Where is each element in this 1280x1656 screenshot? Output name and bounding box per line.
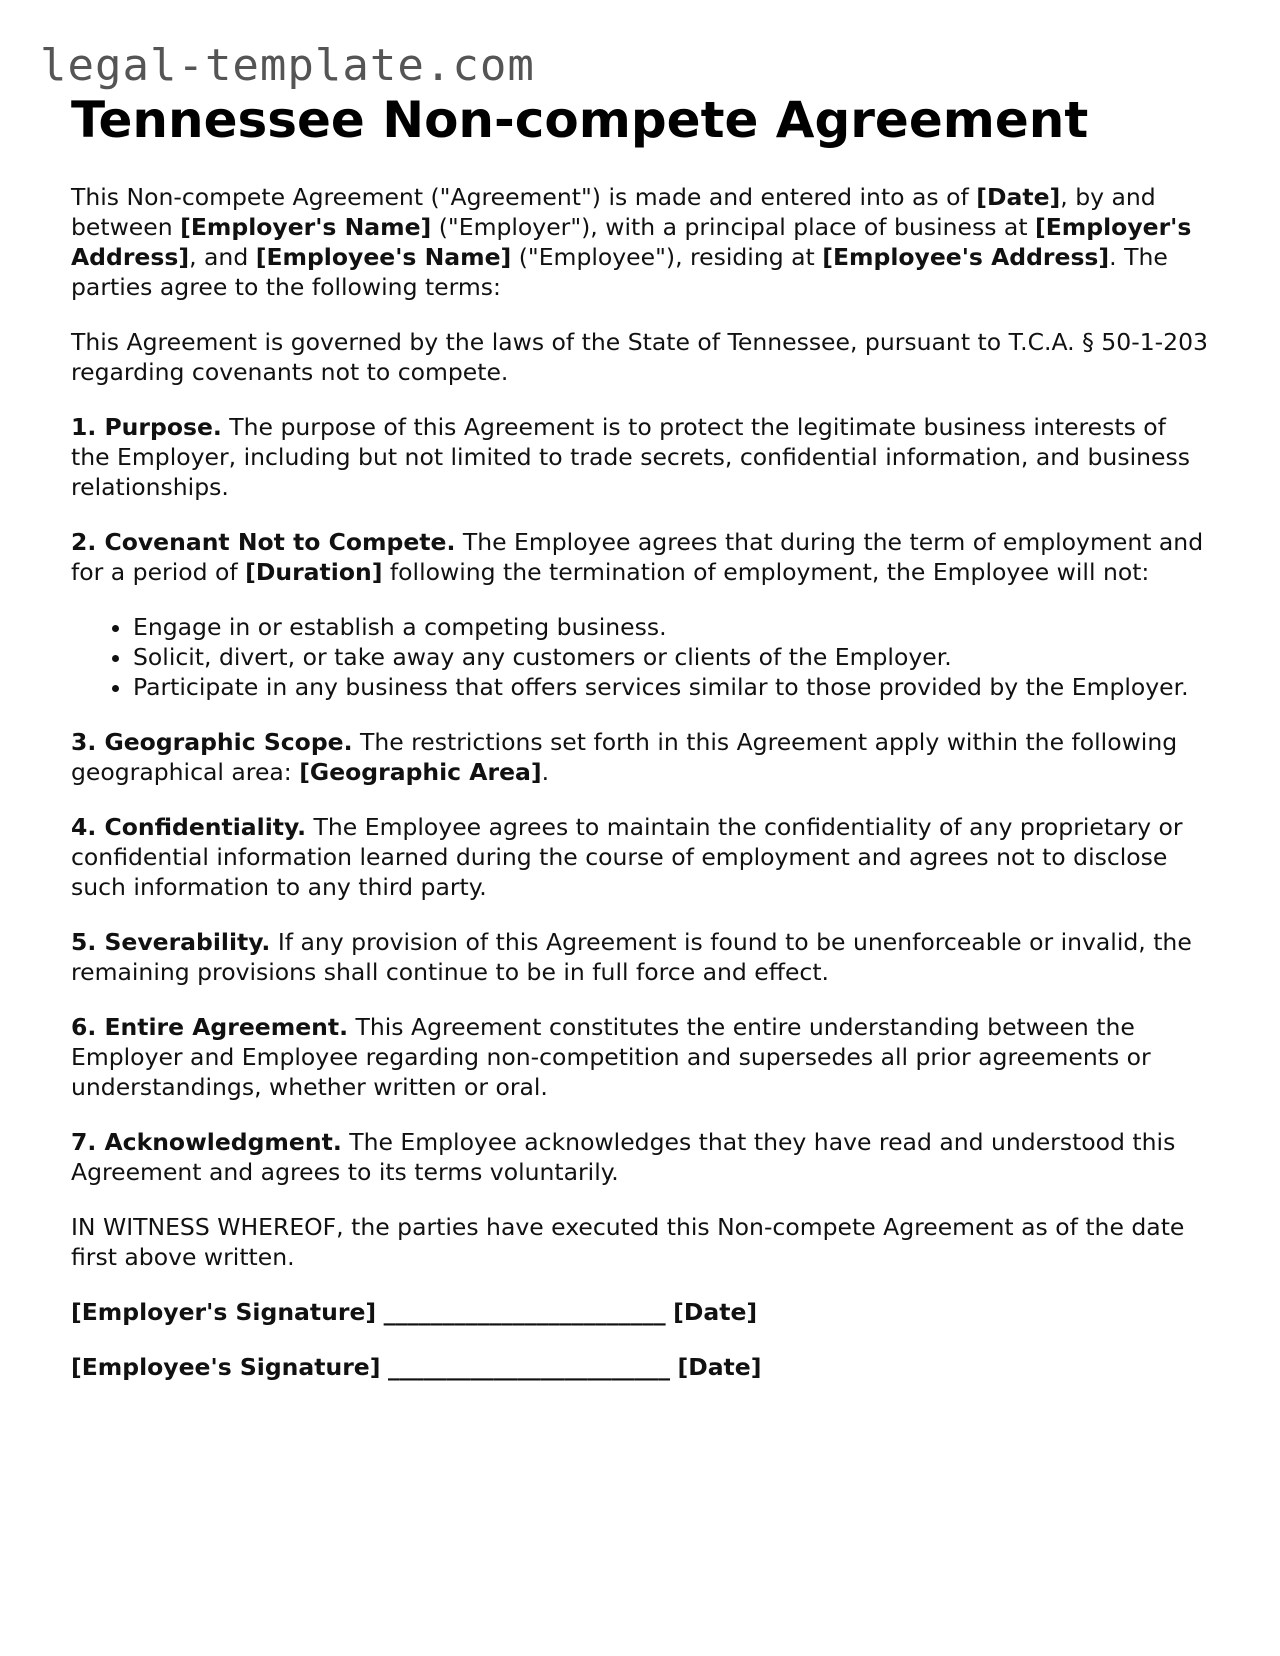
employee-address-placeholder: [Employee's Address] — [822, 243, 1110, 271]
witness-paragraph: IN WITNESS WHEREOF, the parties have executed this Non-compete Agreement as of the date first above written. — [71, 1213, 1185, 1271]
list-item: • Engage in or establish a competing business. — [133, 612, 1211, 642]
intro-paragraph — [71, 182, 1211, 302]
section-entire-agreement — [71, 1012, 1211, 1102]
section-heading: 4. Confidentiality. — [71, 813, 307, 841]
date-placeholder: [Date] — [976, 183, 1061, 211]
section-heading: 2. Covenant Not to Compete. — [71, 528, 456, 556]
watermark: legal-template.com — [40, 40, 535, 91]
employer-signature-label: [Employer's Signature] — [71, 1298, 377, 1326]
section-text: . — [541, 758, 550, 786]
section-text: The Employee agrees that during the term of employment and for a period of — [71, 528, 1204, 586]
employee-signature-line — [71, 1352, 1211, 1382]
signature-date-label: [Date] — [677, 1353, 762, 1381]
geographic-area-placeholder: [Geographic Area] — [299, 758, 542, 786]
section-confidentiality — [71, 812, 1211, 902]
section-text: following the termination of employment, the Employee will not: — [382, 558, 1150, 586]
section-acknowledgment — [71, 1127, 1211, 1187]
section-text: This Agreement constitutes the entire understanding between the Employer and Employee regarding non-competition and supersedes all prior agreements or understandings, whether written or oral. — [71, 1013, 1151, 1101]
intro-text: , and — [189, 243, 256, 271]
intro-text: ("Employee"), residing at — [511, 243, 823, 271]
section-heading: 3. Geographic Scope. — [71, 728, 353, 756]
list-item: • Participate in any business that offers services similar to those provided by the Employer. — [133, 672, 1211, 702]
covenant-list — [71, 612, 1211, 702]
list-item: • Solicit, divert, or take away any customers or clients of the Employer. — [133, 642, 1211, 672]
section-heading: 5. Severability. — [71, 928, 271, 956]
section-heading: 6. Entire Agreement. — [71, 1013, 349, 1041]
employer-signature-line — [71, 1297, 1211, 1327]
section-text: If any provision of this Agreement is found to be unenforceable or invalid, the remaining provisions shall continue to be in full force and effect. — [71, 928, 1192, 986]
intro-text: , by and between — [71, 183, 1156, 241]
section-text: The restrictions set forth in this Agreement apply within the following geographical area: — [71, 728, 1178, 786]
intro-text: . The parties agree to the following terms: — [71, 243, 1168, 301]
signature-blank[interactable]: ________________________ — [387, 1353, 670, 1381]
employee-name-placeholder: [Employee's Name] — [255, 243, 512, 271]
employer-name-placeholder: [Employer's Name] — [180, 213, 432, 241]
section-severability — [71, 927, 1211, 987]
section-text: The Employee agrees to maintain the confidentiality of any proprietary or confidential information learned during the course of employment and agrees not to disclose such information to any third party. — [71, 813, 1183, 901]
document-title: Tennessee Non-compete Agreement — [71, 91, 1089, 149]
intro-text: This Non-compete Agreement ("Agreement") is made and entered into as of — [71, 183, 977, 211]
section-covenant — [71, 527, 1211, 587]
section-text: The Employee acknowledges that they have read and understood this Agreement and agrees to its terms voluntarily. — [71, 1128, 1176, 1186]
document-page — [71, 88, 1211, 1382]
signature-blank[interactable]: ________________________ — [383, 1298, 666, 1326]
section-heading: 7. Acknowledgment. — [71, 1128, 342, 1156]
signature-date-label: [Date] — [673, 1298, 758, 1326]
section-purpose — [71, 412, 1211, 502]
employee-signature-label: [Employee's Signature] — [71, 1353, 381, 1381]
section-geographic-scope — [71, 727, 1211, 787]
intro-text: ("Employer"), with a principal place of business at — [431, 213, 1036, 241]
section-text: The purpose of this Agreement is to protect the legitimate business interests of the Employer, including but not limited to trade secrets, confidential information, and business relationships. — [71, 413, 1190, 501]
section-heading: 1. Purpose. — [71, 413, 222, 441]
duration-placeholder: [Duration] — [245, 558, 383, 586]
employer-address-placeholder: [Employer's Address] — [71, 213, 1192, 271]
governing-law-paragraph: This Agreement is governed by the laws of the State of Tennessee, pursuant to T.C.A. § 50-1-203 regarding covenants not to compete. — [71, 328, 1208, 386]
